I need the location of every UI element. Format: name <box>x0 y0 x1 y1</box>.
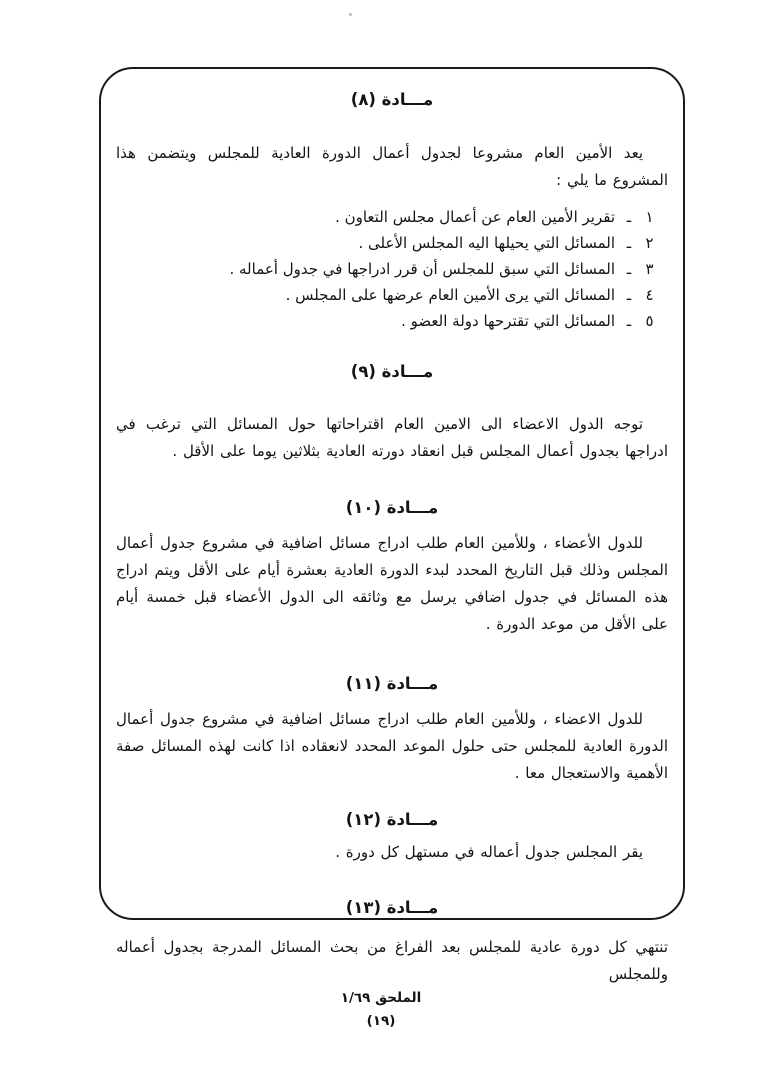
article-11-body: للدول الاعضاء ، وللأمين العام طلب ادراج مسائل اضافية في مشروع جدول أعمال الدورة العادية للمجلس حتى حلول الموعد المحدد لانعقاده اذا كانت لهذه المسائل صفة الأهمية والاستعجال معا . <box>116 710 668 782</box>
article-13-heading: مـــادة (١٣) <box>345 898 439 917</box>
article-12-heading: مـــادة (١٢) <box>345 810 439 829</box>
list-item <box>116 230 656 256</box>
article-11-heading: مـــادة (١١) <box>345 674 439 693</box>
page-number: (١٩) <box>366 1013 396 1029</box>
item-text: المسائل التي يحيلها اليه المجلس الأعلى . <box>358 234 615 252</box>
item-separator: ـ <box>626 260 632 278</box>
item-text: المسائل التي يرى الأمين العام عرضها على المجلس . <box>285 286 615 304</box>
item-number: ٢ <box>645 234 654 252</box>
article-12-body: يقر المجلس جدول أعماله في مستهل كل دورة . <box>335 843 643 861</box>
item-text: تقرير الأمين العام عن أعمال مجلس التعاون . <box>335 208 615 226</box>
list-item <box>116 204 656 230</box>
article-10-body: للدول الأعضاء ، وللأمين العام طلب ادراج مسائل اضافية في مشروع جدول أعمال المجلس وذلك قبل التاريخ المحدد لبدء الدورة العادية بعشرة أيام على الأقل ويتم ادراج هذه المسائل في جدول اضافي يرسل مع وثائقه الى الدول الأعضاء قبل خمسة أيام على الأقل من موعد الدورة . <box>116 534 668 633</box>
item-text: المسائل التي سبق للمجلس أن قرر ادراجها في جدول أعماله . <box>229 260 615 278</box>
scan-speck <box>349 13 352 16</box>
item-separator: ـ <box>626 286 632 304</box>
item-text: المسائل التي تقترحها دولة العضو . <box>401 312 615 330</box>
list-item <box>116 282 656 308</box>
item-separator: ـ <box>626 312 632 330</box>
item-number: ١ <box>645 208 654 226</box>
article-8-heading: مـــادة (٨) <box>350 90 434 109</box>
article-8-body: يعد الأمين العام مشروعا لجدول أعمال الدورة العادية للمجلس ويتضمن هذا المشروع ما يلي : <box>116 144 668 189</box>
item-separator: ـ <box>626 234 632 252</box>
article-13-body: تنتهي كل دورة عادية للمجلس بعد الفراغ من بحث المسائل المدرجة بجدول أعماله وللمجلس <box>116 938 668 983</box>
article-8-agenda-list <box>116 204 668 334</box>
item-number: ٥ <box>645 312 654 330</box>
page-footer <box>100 987 662 1033</box>
article-9-heading: مـــادة (٩) <box>350 362 434 381</box>
item-number: ٣ <box>645 260 654 278</box>
list-item <box>116 256 656 282</box>
annex-reference: الملحق ١/٦٩ <box>340 990 422 1006</box>
item-number: ٤ <box>645 286 654 304</box>
article-10-heading: مـــادة (١٠) <box>345 498 439 517</box>
content-frame <box>99 67 685 983</box>
item-separator: ـ <box>626 208 632 226</box>
list-item <box>116 308 656 334</box>
article-9-body: توجه الدول الاعضاء الى الامين العام اقتراحاتها حول المسائل التي ترغب في ادراجها بجدول أعمال المجلس قبل انعقاد دورته العادية بثلاثين يوما على الأقل . <box>116 415 668 460</box>
